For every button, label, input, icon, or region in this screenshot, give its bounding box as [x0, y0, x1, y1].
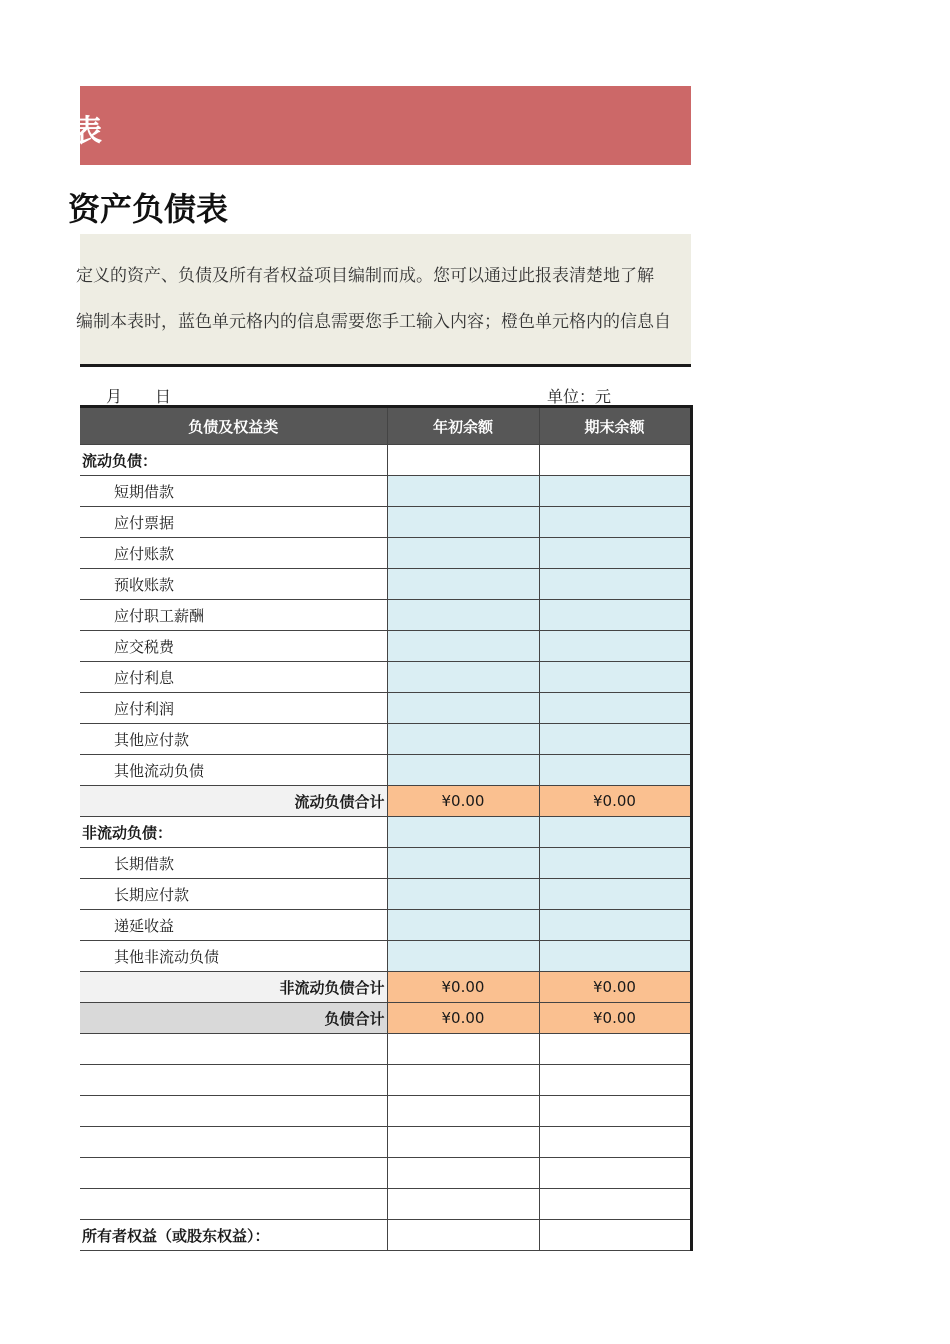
- begin-balance-input[interactable]: [387, 600, 539, 631]
- item-label: 递延收益: [80, 910, 387, 941]
- table-row: [80, 879, 691, 910]
- item-label: 其他流动负债: [80, 755, 387, 786]
- empty-cell[interactable]: [80, 1189, 387, 1220]
- empty-cell[interactable]: [387, 1065, 539, 1096]
- begin-balance-input[interactable]: [387, 817, 539, 848]
- banner-title: 表: [72, 114, 102, 149]
- description-box: [76, 234, 691, 367]
- empty-cell[interactable]: [80, 1034, 387, 1065]
- section-non-current-liabilities: 非流动负债：: [80, 817, 387, 848]
- empty-cell[interactable]: [539, 1034, 691, 1065]
- end-balance-input[interactable]: [539, 910, 691, 941]
- empty-cell[interactable]: [387, 1096, 539, 1127]
- empty-cell[interactable]: [539, 1158, 691, 1189]
- end-balance-input[interactable]: [539, 755, 691, 786]
- empty-row: [80, 1065, 691, 1096]
- begin-balance-input[interactable]: [387, 507, 539, 538]
- empty-cell[interactable]: [539, 1220, 691, 1251]
- item-label: 预收账款: [80, 569, 387, 600]
- begin-balance-input[interactable]: [387, 662, 539, 693]
- begin-balance-input[interactable]: [387, 538, 539, 569]
- item-label: 其他非流动负债: [80, 941, 387, 972]
- unit-label: 单位：元: [547, 387, 612, 406]
- table-row: [80, 538, 691, 569]
- section-row: [80, 445, 691, 476]
- empty-cell[interactable]: [539, 445, 691, 476]
- begin-balance-input[interactable]: [387, 476, 539, 507]
- begin-balance-input[interactable]: [387, 724, 539, 755]
- empty-cell[interactable]: [539, 1189, 691, 1220]
- item-label: 短期借款: [80, 476, 387, 507]
- empty-row: [80, 1189, 691, 1220]
- empty-row: [80, 1158, 691, 1189]
- empty-cell[interactable]: [387, 1189, 539, 1220]
- table-row: [80, 693, 691, 724]
- table-row: [80, 910, 691, 941]
- item-label: 应交税费: [80, 631, 387, 662]
- item-label: 应付票据: [80, 507, 387, 538]
- section-row: [80, 1220, 691, 1251]
- empty-cell[interactable]: [80, 1127, 387, 1158]
- non-current-total-end: ¥0.00: [539, 972, 691, 1003]
- empty-cell[interactable]: [387, 1034, 539, 1065]
- banner: [72, 86, 691, 165]
- item-label: 应付利息: [80, 662, 387, 693]
- begin-balance-input[interactable]: [387, 848, 539, 879]
- table-row: [80, 848, 691, 879]
- end-balance-input[interactable]: [539, 848, 691, 879]
- empty-cell[interactable]: [80, 1065, 387, 1096]
- end-balance-input[interactable]: [539, 662, 691, 693]
- table-row: [80, 569, 691, 600]
- empty-row: [80, 1034, 691, 1065]
- table-row: [80, 662, 691, 693]
- empty-row: [80, 1096, 691, 1127]
- header-category: 负债及权益类: [80, 407, 387, 445]
- current-total-begin: ¥0.00: [387, 786, 539, 817]
- table-row: [80, 724, 691, 755]
- item-label: 应付账款: [80, 538, 387, 569]
- end-balance-input[interactable]: [539, 879, 691, 910]
- begin-balance-input[interactable]: [387, 910, 539, 941]
- table-row: [80, 600, 691, 631]
- description-line-1: 定义的资产、负债及所有者权益项目编制而成。您可以通过此报表清楚地了解: [76, 266, 654, 286]
- item-label: 应付利润: [80, 693, 387, 724]
- month-label: 月: [106, 387, 123, 406]
- table-row: [80, 476, 691, 507]
- end-balance-input[interactable]: [539, 631, 691, 662]
- end-balance-input[interactable]: [539, 724, 691, 755]
- begin-balance-input[interactable]: [387, 693, 539, 724]
- section-current-liabilities: 流动负债：: [80, 445, 387, 476]
- item-label: 其他应付款: [80, 724, 387, 755]
- header-row: [80, 407, 691, 445]
- table-row: [80, 507, 691, 538]
- current-total-label: 流动负债合计: [80, 786, 387, 817]
- section-owners-equity: 所有者权益（或股东权益）：: [80, 1220, 387, 1251]
- item-label: 应付职工薪酬: [80, 600, 387, 631]
- empty-row: [80, 1127, 691, 1158]
- end-balance-input[interactable]: [539, 476, 691, 507]
- end-balance-input[interactable]: [539, 600, 691, 631]
- page-title: 资产负债表: [68, 190, 229, 228]
- current-total-end: ¥0.00: [539, 786, 691, 817]
- empty-cell[interactable]: [387, 1127, 539, 1158]
- begin-balance-input[interactable]: [387, 569, 539, 600]
- begin-balance-input[interactable]: [387, 879, 539, 910]
- end-balance-input[interactable]: [539, 507, 691, 538]
- empty-cell[interactable]: [539, 1096, 691, 1127]
- total-row: [80, 1003, 691, 1034]
- end-balance-input[interactable]: [539, 941, 691, 972]
- empty-cell[interactable]: [387, 445, 539, 476]
- non-current-total-label: 非流动负债合计: [80, 972, 387, 1003]
- begin-balance-input[interactable]: [387, 755, 539, 786]
- table-row: [80, 755, 691, 786]
- end-balance-input[interactable]: [539, 693, 691, 724]
- liabilities-total-label: 负债合计: [80, 1003, 387, 1034]
- end-balance-input[interactable]: [539, 569, 691, 600]
- page-title-area: [68, 176, 691, 230]
- description-line-2: 编制本表时，蓝色单元格内的信息需要您手工输入内容；橙色单元格内的信息自: [76, 312, 671, 332]
- table-row: [80, 941, 691, 972]
- header-end-balance: 期末余额: [539, 407, 691, 445]
- day-label: 日: [155, 387, 172, 406]
- begin-balance-input[interactable]: [387, 941, 539, 972]
- end-balance-input[interactable]: [539, 817, 691, 848]
- non-current-total-begin: ¥0.00: [387, 972, 539, 1003]
- header-begin-balance: 年初余额: [387, 407, 539, 445]
- section-row: [80, 817, 691, 848]
- begin-balance-input[interactable]: [387, 631, 539, 662]
- item-label: 长期应付款: [80, 879, 387, 910]
- liabilities-total-begin: ¥0.00: [387, 1003, 539, 1034]
- subtotal-row: [80, 972, 691, 1003]
- table-row: [80, 631, 691, 662]
- balance-sheet-table: [80, 405, 693, 1251]
- subtotal-row: [80, 786, 691, 817]
- item-label: 长期借款: [80, 848, 387, 879]
- end-balance-input[interactable]: [539, 538, 691, 569]
- empty-cell[interactable]: [539, 1065, 691, 1096]
- empty-cell[interactable]: [387, 1220, 539, 1251]
- liabilities-total-end: ¥0.00: [539, 1003, 691, 1034]
- empty-cell[interactable]: [539, 1127, 691, 1158]
- empty-cell[interactable]: [387, 1158, 539, 1189]
- empty-cell[interactable]: [80, 1096, 387, 1127]
- empty-cell[interactable]: [80, 1158, 387, 1189]
